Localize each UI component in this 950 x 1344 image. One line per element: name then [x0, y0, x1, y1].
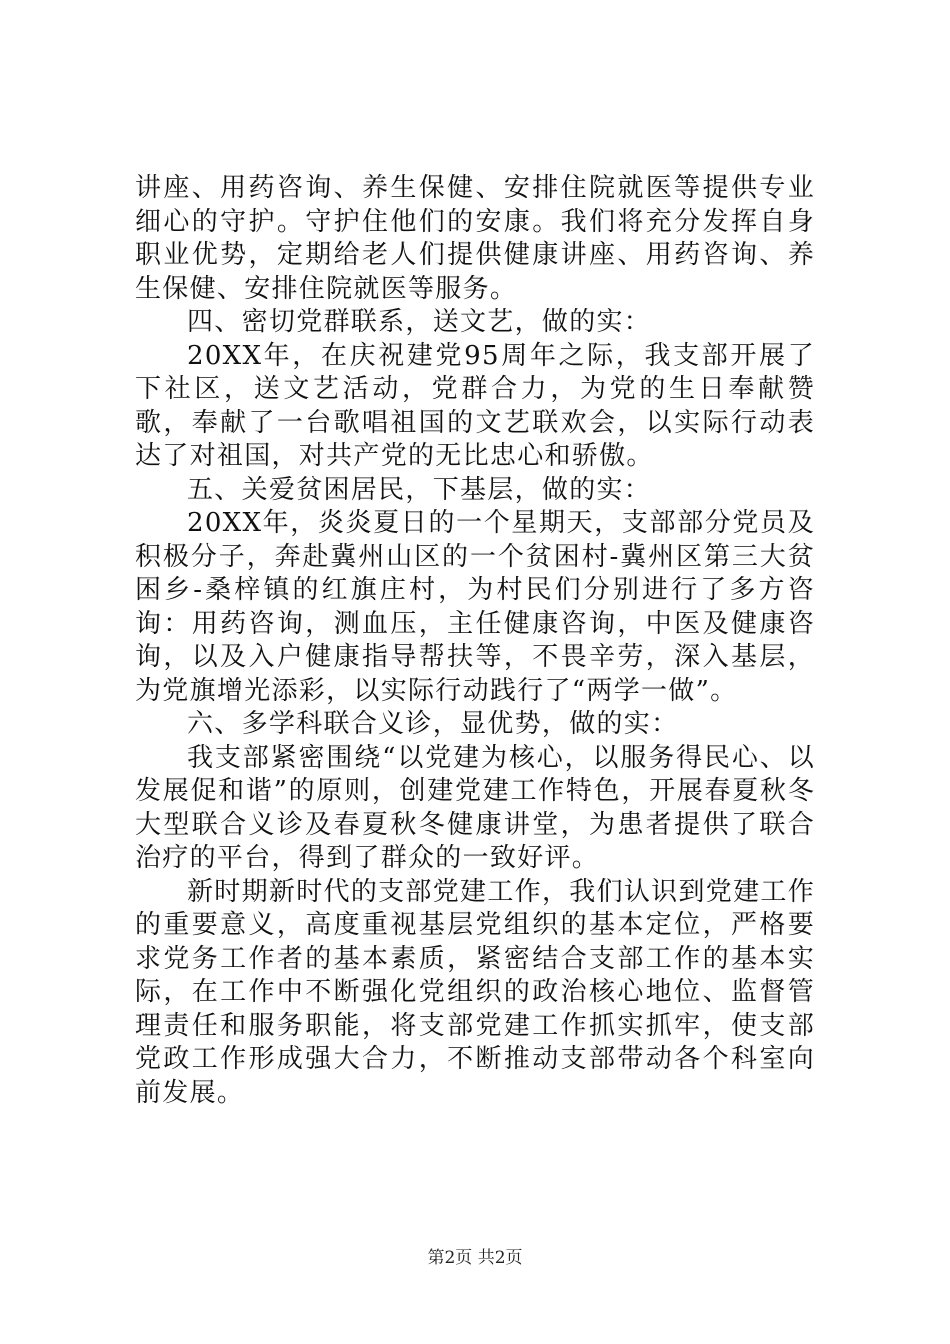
- paragraph-5: 20XX年，炎炎夏日的一个星期天，支部部分党员及积极分子，奔赴冀州山区的一个贫困村-冀州区第三大贫困乡-桑梓镇的红旗庄村，为村民们分别进行了多方咨询：用药咨询，测血压，主任健康咨询，中医及健康咨询，以及入户健康指导帮扶等，不畏辛劳，深入基层，为党旗增光添彩，以实际行动践行了“两学一做”。: [135, 508, 815, 706]
- paragraph-8: 新时期新时代的支部党建工作，我们认识到党建工作的重要意义，高度重视基层党组织的基本定位，严格要求党务工作者的基本素质，紧密结合支部工作的基本实际，在工作中不断强化党组织的政治核心地位、监督管理责任和服务职能，将支部党建工作抓实抓牢，使支部党政工作形成强大合力，不断推动支部带动各个科室向前发展。: [135, 876, 815, 1108]
- paragraph-3: 20XX年，在庆祝建党95周年之际，我支部开展了下社区，送文艺活动，党群合力，为党的生日奉献赞歌，奉献了一台歌唱祖国的文艺联欢会，以实际行动表达了对祖国，对共产党的无比忠心和骄傲。: [135, 340, 815, 471]
- paragraph-7: 我支部紧密围绕“以党建为核心，以服务得民心、以发展促和谐”的原则，创建党建工作特色，开展春夏秋冬大型联合义诊及春夏秋冬健康讲堂，为患者提供了联合治疗的平台，得到了群众的一致好评。: [135, 742, 815, 873]
- document-body: [135, 172, 815, 1110]
- paragraph-6-heading: 六、多学科联合义诊，显优势，做的实：: [187, 709, 679, 739]
- paragraph-2-heading: 四、密切党群联系，送文艺，做的实：: [187, 307, 652, 337]
- page-number-footer: 第2页 共2页: [427, 1248, 523, 1268]
- paragraph-4-heading: 五、关爱贫困居民，下基层，做的实：: [187, 474, 652, 505]
- paragraph-1: 讲座、用药咨询、养生保健、安排住院就医等提供专业细心的守护。守护住他们的安康。我们将充分发挥自身职业优势，定期给老人们提供健康讲座、用药咨询、养生保健、安排住院就医等服务。: [135, 173, 815, 304]
